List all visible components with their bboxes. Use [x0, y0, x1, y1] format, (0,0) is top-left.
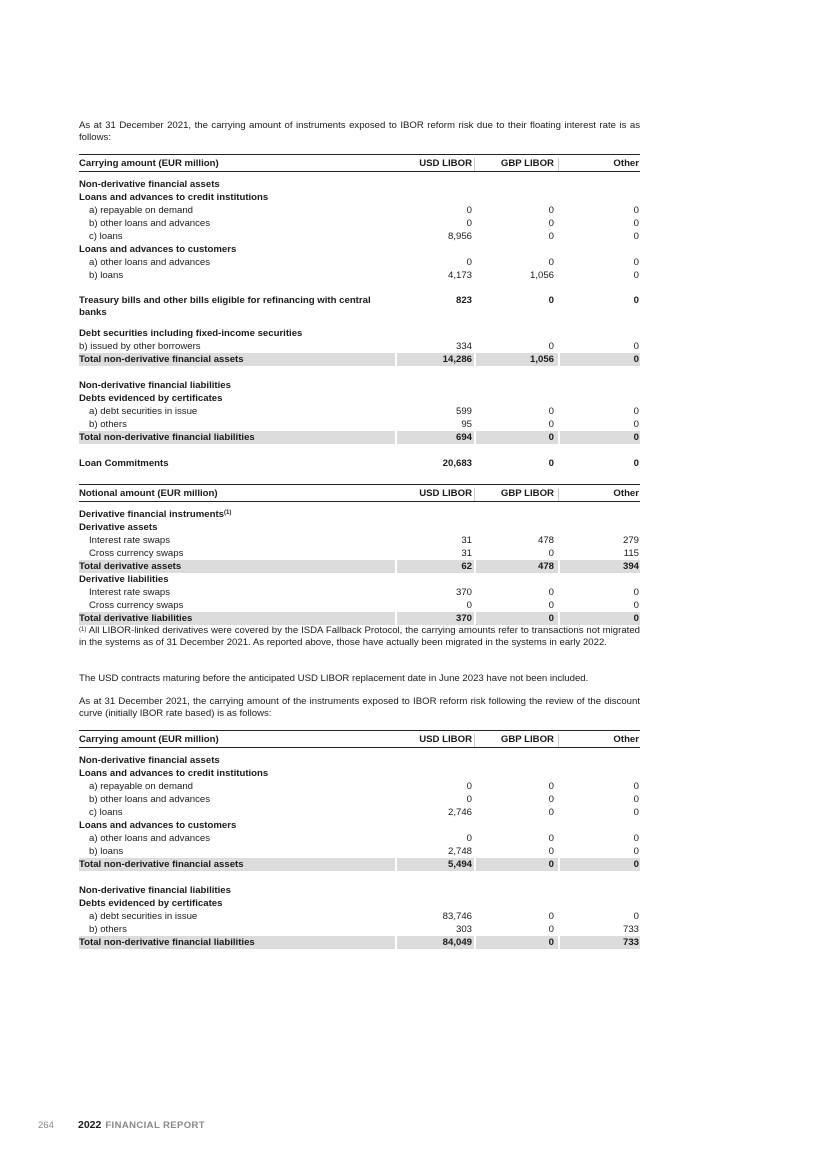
gbp-libor-value: 0	[548, 231, 554, 242]
gbp-libor-value: 1,056	[474, 353, 558, 366]
gbp-libor-value: 0	[548, 295, 554, 306]
other-value: 0	[633, 458, 639, 469]
row-label: Non-derivative financial liabilities	[79, 380, 231, 391]
table3-body	[79, 754, 640, 949]
row-label: Non-derivative financial liabilities	[79, 885, 231, 896]
table-row	[79, 534, 640, 547]
usd-libor-value: 370	[455, 587, 472, 598]
row-label: b) loans	[89, 270, 124, 281]
row-label: Non-derivative financial assets	[79, 755, 220, 766]
usd-libor-value: 8,956	[447, 231, 472, 242]
other-value: 0	[633, 781, 639, 792]
footnote: $^{(1)}$ All LIBOR-linked derivatives were covered by the ISDA Fallback Protocol, the carrying amounts refer to transactions not migrated in the systems as of 31 December 2021. As reported above, those have actually been migrated in the systems in early 2022.	[79, 625, 640, 648]
row-label: Derivative liabilities	[79, 574, 169, 585]
gbp-libor-value: 0	[474, 612, 558, 625]
gbp-libor-value: 0	[548, 587, 554, 598]
other-value: 0	[633, 600, 639, 611]
table-row	[79, 418, 640, 431]
table-row	[79, 832, 640, 845]
gbp-libor-value: 0	[548, 458, 554, 469]
table-row	[79, 923, 640, 936]
row-label: Debts evidenced by certificates	[79, 393, 223, 404]
row-label: a) debt securities in issue	[89, 406, 198, 417]
gbp-libor-value: 0	[548, 833, 554, 844]
other-value: 0	[633, 257, 639, 268]
total-row	[79, 431, 640, 444]
row-label: Cross currency swaps	[89, 600, 184, 611]
usd-libor-value: 0	[466, 781, 472, 792]
gbp-libor-value: 0	[548, 600, 554, 611]
usd-libor-value: 2,746	[447, 807, 472, 818]
table-row	[79, 204, 640, 217]
table-row	[79, 327, 640, 340]
total-row	[79, 353, 640, 366]
gbp-libor-value: 0	[474, 431, 558, 444]
row-label: b) other loans and advances	[89, 794, 211, 805]
row-label: b) other loans and advances	[89, 218, 211, 229]
table1-header	[79, 154, 640, 172]
table2-header-label: Notional amount (EUR million)	[79, 488, 218, 499]
col-gbp-libor: GBP LIBOR	[474, 734, 558, 747]
row-label: b) others	[89, 419, 127, 430]
table3-header	[79, 730, 640, 748]
usd-libor-value: 303	[455, 924, 472, 935]
other-value: 0	[633, 846, 639, 857]
table-row	[79, 754, 640, 767]
gbp-libor-value: 0	[548, 218, 554, 229]
table-row	[79, 392, 640, 405]
other-value: 0	[633, 406, 639, 417]
row-label: Cross currency swaps	[89, 548, 184, 559]
table-row	[79, 806, 640, 819]
other-value: 0	[558, 353, 640, 366]
gbp-libor-value: 478	[474, 560, 558, 573]
usd-libor-value: 0	[466, 205, 472, 216]
other-value: 0	[633, 295, 639, 306]
col-usd-libor: USD LIBOR	[419, 734, 472, 745]
gbp-libor-value: 0	[548, 257, 554, 268]
table-row	[79, 547, 640, 560]
table-row	[79, 586, 640, 599]
usd-libor-value: 31	[461, 548, 472, 559]
gbp-libor-value: 0	[548, 807, 554, 818]
gbp-libor-value: 0	[548, 419, 554, 430]
row-label: b) loans	[89, 846, 124, 857]
usd-libor-value: 20,683	[442, 458, 472, 469]
gbp-libor-value: 0	[548, 846, 554, 857]
gbp-libor-value: 0	[548, 781, 554, 792]
row-label: Total non-derivative financial liabilities	[79, 431, 395, 444]
row-label: a) repayable on demand	[89, 205, 194, 216]
table-row	[79, 256, 640, 269]
col-gbp-libor: GBP LIBOR	[474, 488, 558, 501]
usd-libor-value: 14,286	[395, 353, 474, 366]
row-label: a) other loans and advances	[89, 257, 211, 268]
table-row	[79, 340, 640, 353]
row-label: Total non-derivative financial assets	[79, 353, 395, 366]
other-value: 0	[633, 911, 639, 922]
col-gbp-libor: GBP LIBOR	[474, 158, 558, 171]
row-label: Interest rate swaps	[89, 535, 171, 546]
table-row	[79, 405, 640, 418]
table1-header-label: Carrying amount (EUR million)	[79, 158, 219, 169]
table-row	[79, 379, 640, 392]
gbp-libor-value: 0	[548, 548, 554, 559]
row-label: Treasury bills and other bills eligible for refinancing with central banks	[79, 295, 371, 318]
usd-libor-value: 694	[395, 431, 474, 444]
gbp-libor-value: 478	[537, 535, 554, 546]
other-value: 0	[633, 341, 639, 352]
row-label: b) others	[89, 924, 127, 935]
other-value: 394	[558, 560, 640, 573]
total-row	[79, 560, 640, 573]
col-usd-libor: USD LIBOR	[419, 488, 472, 499]
usd-libor-value: 334	[455, 341, 472, 352]
gbp-libor-value: 0	[548, 924, 554, 935]
table1-body	[79, 178, 640, 470]
table-row	[79, 217, 640, 230]
row-label: Interest rate swaps	[89, 587, 171, 598]
usd-libor-value: 83,746	[442, 911, 472, 922]
col-usd-libor: USD LIBOR	[419, 158, 472, 169]
col-other: Other	[558, 488, 640, 501]
table-row	[79, 457, 640, 470]
row-label: Total derivative assets	[79, 560, 395, 573]
other-value: 0	[633, 419, 639, 430]
table-row	[79, 269, 640, 282]
row-label: Loans and advances to customers	[79, 244, 237, 255]
usd-libor-value: 5,494	[395, 858, 474, 871]
gbp-libor-value: 0	[474, 936, 558, 949]
table-row	[79, 191, 640, 204]
gbp-libor-value: 1,056	[529, 270, 554, 281]
discount-curve-paragraph: As at 31 December 2021, the carrying amount of the instruments exposed to IBOR reform risk following the review of the discount curve (initially IBOR rate based) is as follows:	[79, 696, 640, 719]
row-label: Debts evidenced by certificates	[79, 898, 223, 909]
row-label: Loans and advances to customers	[79, 820, 237, 831]
other-value: 0	[633, 231, 639, 242]
usd-libor-value: 2,748	[447, 846, 472, 857]
usd-libor-value: 0	[466, 833, 472, 844]
gbp-libor-value: 0	[548, 794, 554, 805]
intro-paragraph: As at 31 December 2021, the carrying amount of instruments exposed to IBOR reform risk due to their floating interest rate is as follows:	[79, 120, 640, 143]
report-year: 2022	[78, 1119, 102, 1131]
row-label: Derivative assets	[79, 522, 158, 533]
row-label: b) issued by other borrowers	[79, 341, 201, 352]
table-row	[79, 897, 640, 910]
other-value: 0	[558, 431, 640, 444]
gbp-libor-value: 0	[548, 406, 554, 417]
usd-libor-value: 823	[455, 295, 472, 306]
report-title: FINANCIAL REPORT	[105, 1120, 206, 1131]
usd-libor-value: 0	[466, 794, 472, 805]
table-row	[79, 910, 640, 923]
other-value: 0	[633, 205, 639, 216]
gbp-libor-value: 0	[474, 858, 558, 871]
usd-libor-value: 4,173	[447, 270, 472, 281]
row-label: Loan Commitments	[79, 458, 169, 469]
row-label: c) loans	[89, 807, 123, 818]
usd-libor-value: 0	[466, 218, 472, 229]
table2-header	[79, 484, 640, 502]
other-value: 0	[558, 858, 640, 871]
table-row	[79, 884, 640, 897]
table-row	[79, 243, 640, 256]
table-row	[79, 599, 640, 612]
usd-contracts-paragraph: The USD contracts maturing before the anticipated USD LIBOR replacement date in June 2023 have not been included.	[79, 673, 589, 684]
table-row	[79, 845, 640, 858]
row-label: a) other loans and advances	[89, 833, 211, 844]
row-label: a) debt securities in issue	[89, 911, 198, 922]
row-label: Loans and advances to credit institutions	[79, 768, 269, 779]
table-row	[79, 230, 640, 243]
other-value: 733	[558, 936, 640, 949]
other-value: 0	[558, 612, 640, 625]
other-value: 0	[633, 587, 639, 598]
usd-libor-value: 31	[461, 535, 472, 546]
table3-header-label: Carrying amount (EUR million)	[79, 734, 219, 745]
page-number: 264	[38, 1120, 54, 1131]
usd-libor-value: 599	[455, 406, 472, 417]
other-value: 0	[633, 794, 639, 805]
col-other: Other	[558, 158, 640, 171]
usd-libor-value: 95	[461, 419, 472, 430]
usd-libor-value: 62	[395, 560, 474, 573]
table-row	[79, 819, 640, 832]
other-value: 115	[623, 548, 639, 559]
col-other: Other	[558, 734, 640, 747]
row-label: Total non-derivative financial liabilities	[79, 936, 395, 949]
table-row	[79, 793, 640, 806]
total-row	[79, 612, 640, 625]
page-footer	[38, 1119, 205, 1131]
table-row	[79, 295, 640, 321]
other-value: 0	[633, 270, 639, 281]
other-value: 0	[633, 807, 639, 818]
gbp-libor-value: 0	[548, 341, 554, 352]
other-value: 0	[633, 833, 639, 844]
derivatives-title-row	[79, 508, 640, 521]
table-row	[79, 573, 640, 586]
total-row	[79, 858, 640, 871]
usd-libor-value: 0	[466, 257, 472, 268]
gbp-libor-value: 0	[548, 911, 554, 922]
page-content	[79, 120, 640, 949]
table-row	[79, 767, 640, 780]
row-label: Total derivative liabilities	[79, 612, 395, 625]
other-value: 733	[622, 924, 639, 935]
table-row	[79, 521, 640, 534]
row-label: Loans and advances to credit institutions	[79, 192, 269, 203]
derivatives-title: Derivative financial instruments$^{(1)}$	[79, 509, 232, 520]
row-label: Debt securities including fixed-income securities	[79, 328, 303, 339]
usd-libor-value: 0	[466, 600, 472, 611]
table2-body	[79, 521, 640, 625]
other-value: 0	[633, 218, 639, 229]
row-label: a) repayable on demand	[89, 781, 194, 792]
other-value: 279	[622, 535, 639, 546]
table-row	[79, 780, 640, 793]
row-label: c) loans	[89, 231, 123, 242]
row-label: Total non-derivative financial assets	[79, 858, 395, 871]
usd-libor-value: 84,049	[395, 936, 474, 949]
table-row	[79, 178, 640, 191]
total-row	[79, 936, 640, 949]
usd-libor-value: 370	[395, 612, 474, 625]
row-label: Non-derivative financial assets	[79, 179, 220, 190]
gbp-libor-value: 0	[548, 205, 554, 216]
